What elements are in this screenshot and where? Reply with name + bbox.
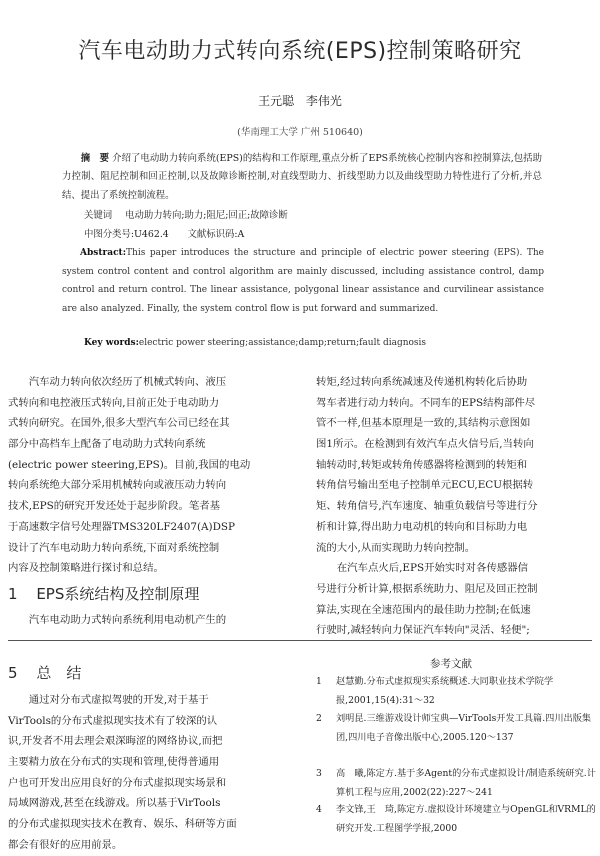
body-line: 式转向和电控液压式转向,目前正处于电动助力 xyxy=(8,396,220,409)
section-5-number: 5 xyxy=(8,664,18,682)
authors: 王元聪 李伟光 xyxy=(258,94,342,108)
body-line: 转向系统绝大部分采用机械转向或液压动力转向 xyxy=(8,479,227,492)
abstract-cn xyxy=(62,150,542,205)
reference-text: 高 曦,陈定方.基于多Agent的分布式虚拟设计/制造系统研究.计算机工程与应用,2002(22):227～241 xyxy=(336,768,596,798)
body-line: 主要精力放在分布式的实现和管理,使得普通用 xyxy=(8,756,220,769)
keywords-cn xyxy=(84,207,288,221)
references-title: 参考文献 xyxy=(430,658,472,670)
body-right xyxy=(316,372,598,641)
reference-item xyxy=(316,801,598,842)
keywords-en-label: Key words: xyxy=(84,338,139,348)
section-1-title: EPS系统结构及控制原理 xyxy=(36,585,200,603)
abstract-en xyxy=(62,244,544,318)
section-1-line: 汽车电动助力式转向系统利用电动机产生的 xyxy=(8,614,227,626)
reference-text: 赵慧勤.分布式虚拟现实系统概述.大同职业技术学院学报,2001,15(4):31～32 xyxy=(336,676,554,706)
body-line: 设计了汽车电动助力转向系统,下面对系统控制 xyxy=(8,541,220,554)
abstract-en-text: This paper introduces the structure and principle of electric power steering (EPS). The system control content and control algorithm are mainly discussed, including assistance control, damp control and return control. The linear assistance, polygonal linear assistance and curvilinear assistance are also analyzed. Finally, the system control flow is put forward and summarized. xyxy=(62,248,544,314)
body-line: VirTools的分布式虚拟现实技术有了较深的认 xyxy=(8,714,218,727)
body-line: 转角信号输出至电子控制单元ECU,ECU根据转 xyxy=(316,479,534,492)
body-line: 析和计算,得出助力电动机的转向和目标助力电 xyxy=(316,520,528,533)
reference-number: 1 xyxy=(316,676,322,687)
body-line: 的分布式虚拟现实技术在教育、娱乐、科研等方面 xyxy=(8,818,237,831)
abstract-cn-label: 摘 要 xyxy=(80,153,110,164)
body-line: 式转向研究。在国外,很多大型汽车公司已经在其 xyxy=(8,417,230,430)
body-line: 于高速数字信号处理器TMS320LF2407(A)DSP xyxy=(8,520,236,533)
body-line: 矩、转角信号,汽车速度、轴重负载信号等进行分 xyxy=(316,500,538,513)
keywords-cn-text: 电动助力转向;助力;阻尼;回正;故障诊断 xyxy=(125,210,288,221)
keywords-en xyxy=(84,334,544,353)
body-line: 驾车者进行动力转向。不同车的EPS结构部件尽 xyxy=(316,396,536,409)
body-line: 户也可开发出应用良好的分布式虚拟现实场景和 xyxy=(8,776,227,789)
body-line: 在汽车点火后,EPS开始实时对各传感器信 xyxy=(316,562,529,575)
affiliation: (华南理工大学 广州 510640) xyxy=(237,127,363,138)
body-line: 内容及控制策略进行探讨和总结。 xyxy=(8,562,164,575)
reference-number: 4 xyxy=(316,804,322,815)
body-line: 部分中高档车上配备了电动助力式转向系统 xyxy=(8,438,206,451)
keywords-cn-label: 关键词 xyxy=(84,210,113,221)
body-line: 流的大小,从而实现助力转向控制。 xyxy=(316,541,476,554)
section-5-heading xyxy=(8,662,81,683)
body-line: 局域网游戏,甚至在线游戏。所以基于VirTools xyxy=(8,797,221,810)
abstract-en-label: Abstract: xyxy=(80,248,127,258)
body-line: 都会有很好的应用前景。 xyxy=(8,838,123,851)
body-line: 汽车动力转向依次经历了机械式转向、液压 xyxy=(8,376,227,388)
reference-item xyxy=(316,710,598,747)
reference-text: 刘明昆.三维游戏设计师宝典—VirTools开发工具篇.四川出版集团,四川电子音像出版中心,2005.120～137 xyxy=(336,713,592,743)
reference-item xyxy=(316,765,598,802)
body-left xyxy=(8,372,290,579)
section-1-heading xyxy=(8,583,199,604)
body-line: 算法,实现在全速范围内的最佳助力控制;在低速 xyxy=(316,603,531,616)
body-line: 通过对分布式虚拟驾驶的开发,对于基于 xyxy=(8,694,209,706)
keywords-en-text: electric power steering;assistance;damp;return;fault diagnosis xyxy=(138,338,427,348)
section-5-title: 总 结 xyxy=(36,664,82,682)
body-line: 轴转动时,转矩或转角传感器将检测到的转矩和 xyxy=(316,458,528,471)
conclusion-text xyxy=(8,690,290,851)
body-line: 管不一样,但基本原理是一致的,其结构示意图如 xyxy=(316,417,531,430)
section-divider xyxy=(8,640,592,641)
body-line: (electric power steering,EPS)。目前,我国的电动 xyxy=(8,458,251,471)
reference-number: 3 xyxy=(316,768,322,779)
body-line: 号进行分析计算,根据系统助力、阻尼及回正控制 xyxy=(316,582,538,595)
body-line: 图1所示。在检测到有效汽车点火信号后,当转向 xyxy=(316,438,534,451)
section-1-number: 1 xyxy=(8,585,18,603)
abstract-cn-text: 介绍了电动助力转向系统(EPS)的结构和工作原理,重点分析了EPS系统核心控制内容和控制算法,包括助力控制、阻尼控制和回正控制,以及故障诊断控制,对直线型助力、折线型助力以及曲线型助力特性进行了分析,并总结、提出了系统控制流程。 xyxy=(62,153,542,201)
body-line: 技术,EPS的研究开发还处于起步阶段。笔者基 xyxy=(8,500,221,513)
body-line: 转矩,经过转向系统减速及传递机构转化后协助 xyxy=(316,376,528,388)
reference-number: 2 xyxy=(316,713,322,724)
classification: 中图分类号:U462.4 文献标识码:A xyxy=(84,229,245,240)
body-line: 识,开发者不用去理会艰深晦涩的网络协议,而把 xyxy=(8,735,223,748)
reference-item xyxy=(316,673,598,710)
body-line: 行驶时,减轻转向力保证汽车转向"灵活、轻便"; xyxy=(316,624,530,637)
reference-text: 李文锋,王 琦,陈定方.虚拟设计环境建立与OpenGL和VRML的研究开发.工程图学学报,2000 xyxy=(336,804,596,834)
paper-title: 汽车电动助力式转向系统(EPS)控制策略研究 xyxy=(78,39,522,64)
